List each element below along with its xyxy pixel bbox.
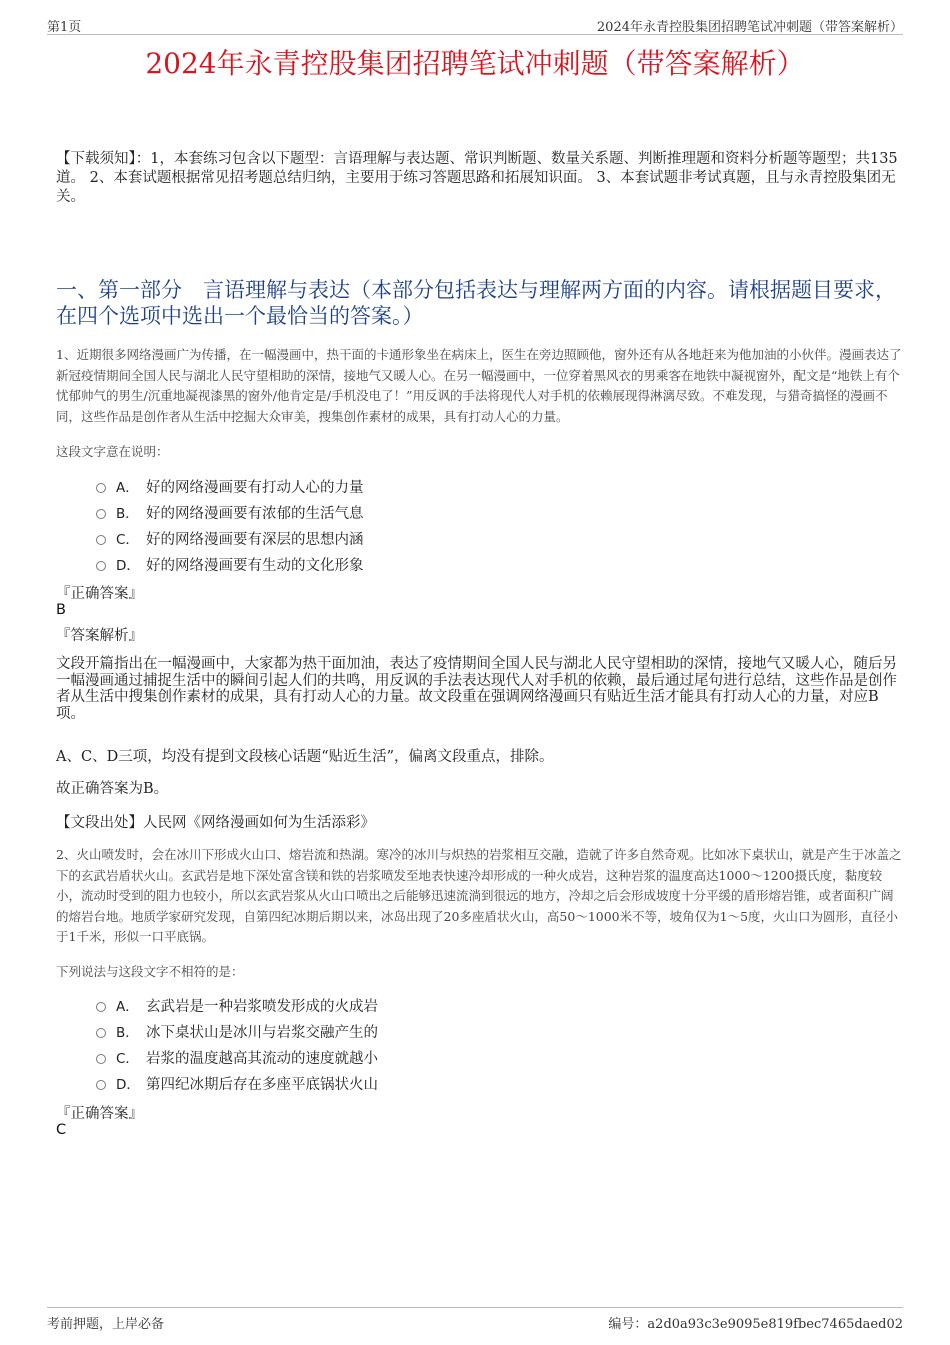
option-text: 好的网络漫画要有浓郁的生活气息 <box>146 505 364 522</box>
download-notice: 【下载须知】：1，本套练习包含以下题型：言语理解与表达题、常识判断题、数量关系题、判断推理题和资料分析题等题型；共135道。 2、本套试题根据常见招考题总结归纳，主要用于练习答题思路和拓展知识面。 3、本套试题非考试真题，且与永青控股集团无关。 <box>56 151 898 205</box>
document-id: 编号：a2d0a93c3e9095e819fbec7465daed02 <box>608 1317 903 1332</box>
question-1-prompt: 这段文字意在说明： <box>56 444 169 459</box>
radio-icon[interactable] <box>96 1002 106 1012</box>
radio-icon[interactable] <box>96 1080 106 1090</box>
analysis-exclusion: A、C、D三项，均没有提到文段核心话题“贴近生活”，偏离文段重点，排除。 <box>56 749 554 765</box>
option-b[interactable] <box>96 1018 378 1044</box>
option-text: 冰下桌状山是冰川与岩浆交融产生的 <box>146 1024 378 1041</box>
option-letter: A． <box>116 480 139 496</box>
radio-icon[interactable] <box>96 1028 106 1038</box>
option-text: 好的网络漫画要有打动人心的力量 <box>146 479 364 496</box>
correct-answer-value: C <box>56 1122 67 1138</box>
option-c[interactable] <box>96 525 364 551</box>
radio-icon[interactable] <box>96 561 106 571</box>
question-2-passage: 2、火山喷发时，会在冰川下形成火山口、熔岩流和热湖。寒冷的冰川与炽热的岩浆相互交融，造就了许多自然奇观。比如冰下桌状山，就是产生于冰盖之下的玄武岩盾状火山。玄武岩是地下深处富含镁和铁的岩浆喷发至地表快速冷却形成的一种火成岩，这种岩浆的温度高达1000～1200摄氏度，黏度较小，流动时受到的阻力也较小，所以玄武岩浆从火山口喷出之后能够迅速流淌到很远的地方，冷却之后会形成坡度十分平缓的盾形熔岩锥，或者面积广阔的熔岩台地。地质学家研究发现，自第四纪冰期后期以来，冰岛出现了20多座盾状火山，高50～1000米不等，坡角仅为1～5度，火山口为圆形，直径小于1千米，形似一口平底锅。 <box>56 847 902 944</box>
option-text: 好的网络漫画要有生动的文化形象 <box>146 557 364 574</box>
footer-slogan: 考前押题，上岸必备 <box>47 1317 165 1332</box>
analysis-conclusion: 故正确答案为B。 <box>56 781 169 797</box>
question-1-passage: 1、近期很多网络漫画广为传播，在一幅漫画中，热干面的卡通形象坐在病床上，医生在旁边照顾他，窗外还有从各地赶来为他加油的小伙伴。漫画表达了新冠疫情期间全国人民与湖北人民守望相助的深情，接地气又暖人心。在另一幅漫画中，一位穿着黑风衣的男乘客在地铁中凝视窗外，配文是“地铁上有个忧郁帅气的男生/沉重地凝视漆黑的窗外/他肯定是/手机没电了！”用反讽的手法将现代人对手机的依赖展现得淋漓尽致。不难发现，与猎奇搞怪的漫画不同，这些作品是创作者从生活中挖掘大众审美，搜集创作素材的成果，具有打动人心的力量。 <box>56 347 902 424</box>
radio-icon[interactable] <box>96 509 106 519</box>
radio-icon[interactable] <box>96 483 106 493</box>
option-text: 玄武岩是一种岩浆喷发形成的火成岩 <box>146 998 378 1015</box>
page-footer <box>47 1307 903 1332</box>
option-c[interactable] <box>96 1044 378 1070</box>
section-heading: 一、第一部分 言语理解与表达（本部分包括表达与理解两方面的内容。请根据题目要求，在四个选项中选出一个最恰当的答案。） <box>56 278 896 328</box>
option-d[interactable] <box>96 551 364 577</box>
radio-icon[interactable] <box>96 1054 106 1064</box>
option-text: 第四纪冰期后存在多座平底锅状火山 <box>146 1076 378 1093</box>
page-number: 第1页 <box>47 20 82 35</box>
option-d[interactable] <box>96 1070 378 1096</box>
option-text: 好的网络漫画要有深层的思想内涵 <box>146 531 364 548</box>
option-text: 岩浆的温度越高其流动的速度就越小 <box>146 1050 378 1067</box>
radio-icon[interactable] <box>96 535 106 545</box>
option-letter: A． <box>116 999 139 1015</box>
option-b[interactable] <box>96 499 364 525</box>
correct-answer-value: B <box>56 602 66 618</box>
analysis-text: 文段开篇指出在一幅漫画中，大家都为热干面加油，表达了疫情期间全国人民与湖北人民守望相助的深情，接地气又暖人心，随后另一幅漫画通过捕捉生活中的瞬间引起人们的共鸣，用反讽的手法表达现代人对手机的依赖，最后通过尾句进行总结，这些作品是创作者从生活中搜集创作素材的成果，具有打动人心的力量。故文段重在强调网络漫画只有贴近生活才能具有打动人心的力量，对应B项。 <box>56 656 897 722</box>
option-letter: D． <box>116 1077 140 1093</box>
option-letter: C． <box>116 532 139 548</box>
option-letter: D． <box>116 558 140 574</box>
option-a[interactable] <box>96 473 364 499</box>
document-title: 2024年永青控股集团招聘笔试冲刺题（带答案解析） <box>145 47 805 80</box>
question-2-options <box>96 992 378 1096</box>
page-header <box>47 14 903 35</box>
header-doc-title: 2024年永青控股集团招聘笔试冲刺题（带答案解析） <box>596 20 903 35</box>
option-a[interactable] <box>96 992 378 1018</box>
question-2-prompt: 下列说法与这段文字不相符的是： <box>56 964 244 979</box>
question-1-options <box>96 473 364 577</box>
passage-source: 【文段出处】人民网《网络漫画如何为生活添彩》 <box>56 815 375 831</box>
option-letter: B． <box>116 506 139 522</box>
correct-answer-label: 『正确答案』 <box>56 586 143 602</box>
correct-answer-label: 『正确答案』 <box>56 1106 143 1122</box>
analysis-label: 『答案解析』 <box>56 628 143 644</box>
option-letter: B． <box>116 1025 139 1041</box>
option-letter: C． <box>116 1051 139 1067</box>
